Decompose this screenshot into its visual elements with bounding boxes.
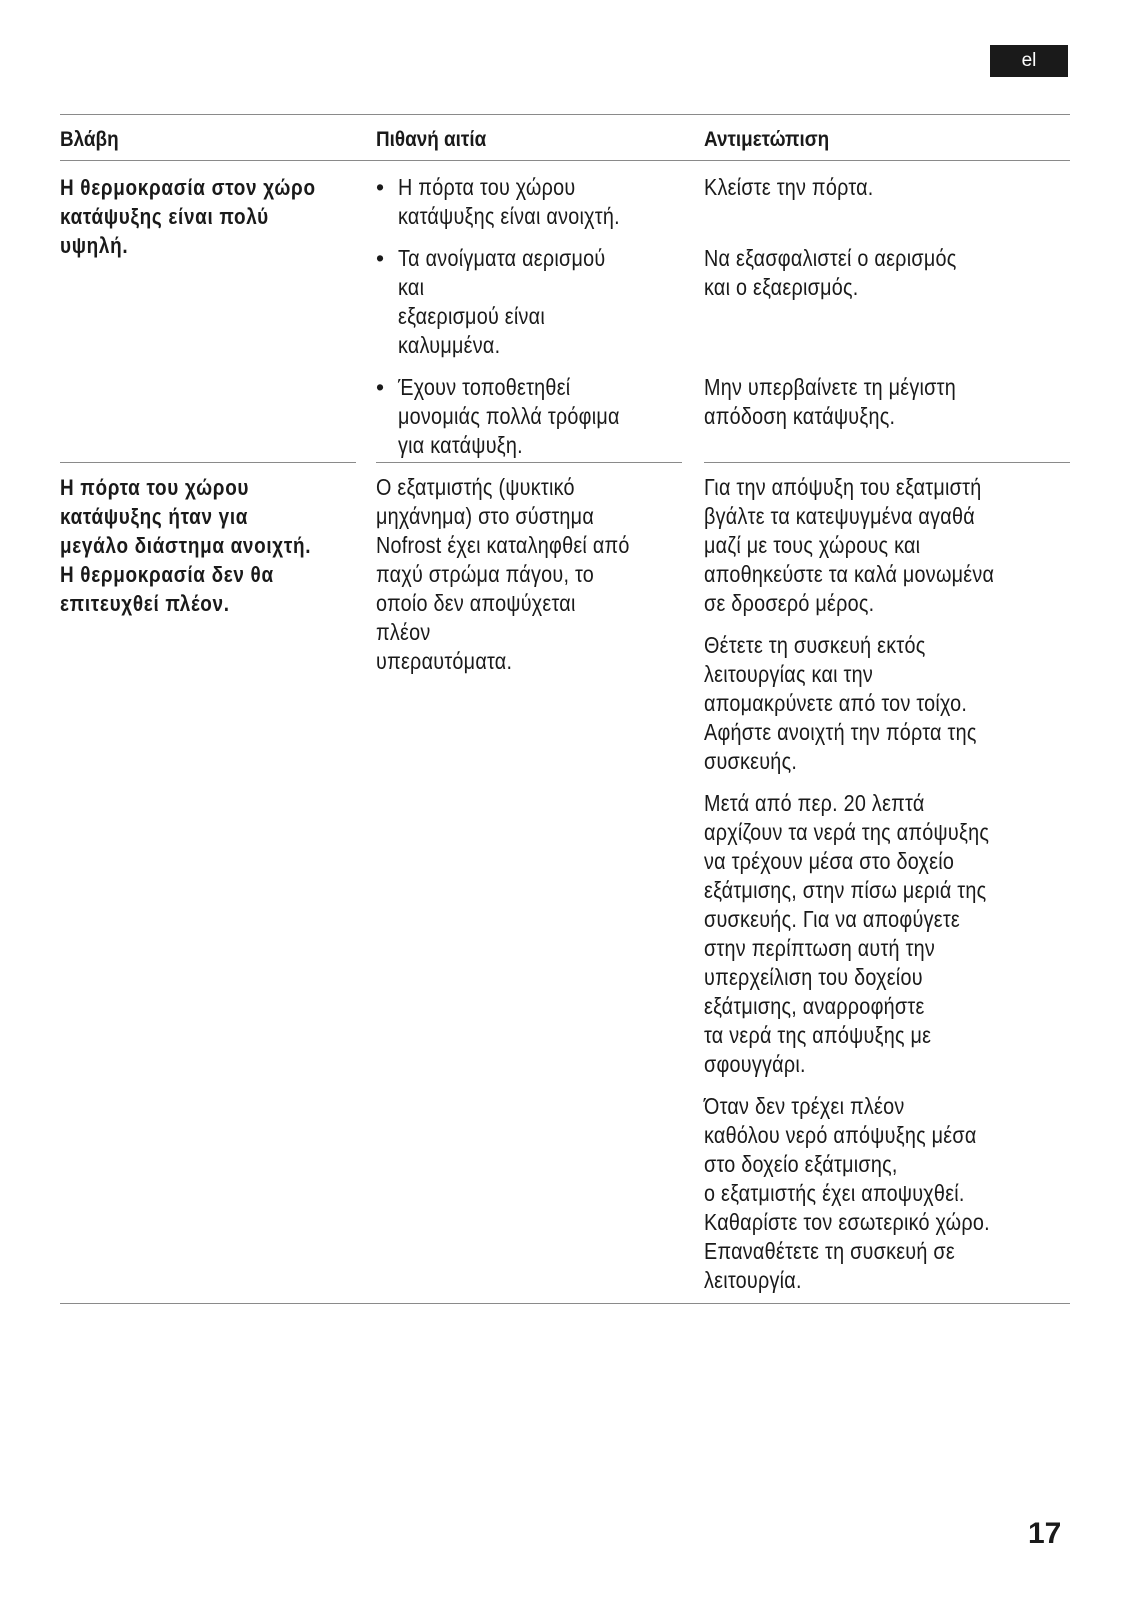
cause-remedy-pair bbox=[376, 373, 1070, 460]
remedy-text: Μην υπερβαίνετε τη μέγιστη απόδοση κατάψυξης. bbox=[704, 374, 956, 429]
table-bottom-rule bbox=[60, 1303, 1070, 1304]
header-remedy: Αντιμετώπιση bbox=[704, 128, 830, 151]
remedy-paragraph: Μετά από περ. 20 λεπτά αρχίζουν τα νερά της απόψυξης να τρέχουν μέσα στο δοχείο εξάτμισης, στην πίσω μεριά της συσκευής. Για να αποφύγετε στην περίπτωση αυτή την υπερχείλιση του δοχείου εξάτμισης, αναρροφήστε τα νερά της απόψυξης με σφουγγάρι. bbox=[704, 790, 990, 1077]
section-divider bbox=[60, 462, 1070, 463]
bullet-icon: • bbox=[376, 374, 385, 400]
cause-text: Ο εξατμιστής (ψυκτικό μηχάνημα) στο σύστημα Nofrost έχει καταληφθεί από παχύ στρώμα πάγου, το οποίο δεν αποψύχεται πλέον υπεραυτόματα. bbox=[376, 474, 630, 674]
language-badge: el bbox=[990, 45, 1068, 77]
remedy-paragraph: Για την απόψυξη του εξατμιστή βγάλτε τα κατεψυγμένα αγαθά μαζί με τους χώρους και αποθηκεύστε τα καλά μονωμένα σε δροσερό μέρος. bbox=[704, 474, 995, 616]
troubleshooting-table bbox=[60, 114, 1070, 1304]
cause-remedy-pair bbox=[376, 173, 1070, 231]
page-number: 17 bbox=[1028, 1517, 1062, 1550]
cause-text: Έχουν τοποθετηθεί μονομιάς πολλά τρόφιμα για κατάψυξη. bbox=[398, 374, 620, 458]
header-fault: Βλάβη bbox=[60, 128, 119, 151]
table-header-row bbox=[60, 115, 1070, 160]
remedy-paragraph: Όταν δεν τρέχει πλέον καθόλου νερό απόψυξης μέσα στο δοχείο εξάτμισης, ο εξατμιστής έχει αποψυχθεί. Καθαρίστε τον εσωτερικό χώρο. Επαναθέτετε τη συσκευή σε λειτουργία. bbox=[704, 1093, 990, 1293]
bullet-icon: • bbox=[376, 245, 385, 271]
cause-text: Η πόρτα του χώρου κατάψυξης είναι ανοιχτή. bbox=[398, 174, 620, 229]
remedy-text: Να εξασφαλιστεί ο αερισμός και ο εξαερισμός. bbox=[704, 245, 957, 300]
bullet-icon: • bbox=[376, 174, 385, 200]
cause-text: Τα ανοίγματα αερισμού και εξαερισμού είναι καλυμμένα. bbox=[398, 245, 606, 358]
fault-text: Η θερμοκρασία στον χώρο κατάψυξης είναι πολύ υψηλή. bbox=[60, 175, 316, 258]
cause-remedy-pair bbox=[376, 244, 1070, 360]
table-row bbox=[60, 463, 1070, 1295]
fault-text: Η πόρτα του χώρου κατάψυξης ήταν για μεγάλο διάστημα ανοιχτή. Η θερμοκρασία δεν θα επιτευχθεί πλέον. bbox=[60, 475, 312, 616]
remedy-text: Κλείστε την πόρτα. bbox=[704, 174, 874, 200]
table-row bbox=[60, 161, 1070, 460]
remedy-paragraph: Θέτετε τη συσκευή εκτός λειτουργίας και την απομακρύνετε από τον τοίχο. Αφήστε ανοιχτή την πόρτα της συσκευής. bbox=[704, 632, 977, 774]
header-cause: Πιθανή αιτία bbox=[376, 128, 487, 151]
